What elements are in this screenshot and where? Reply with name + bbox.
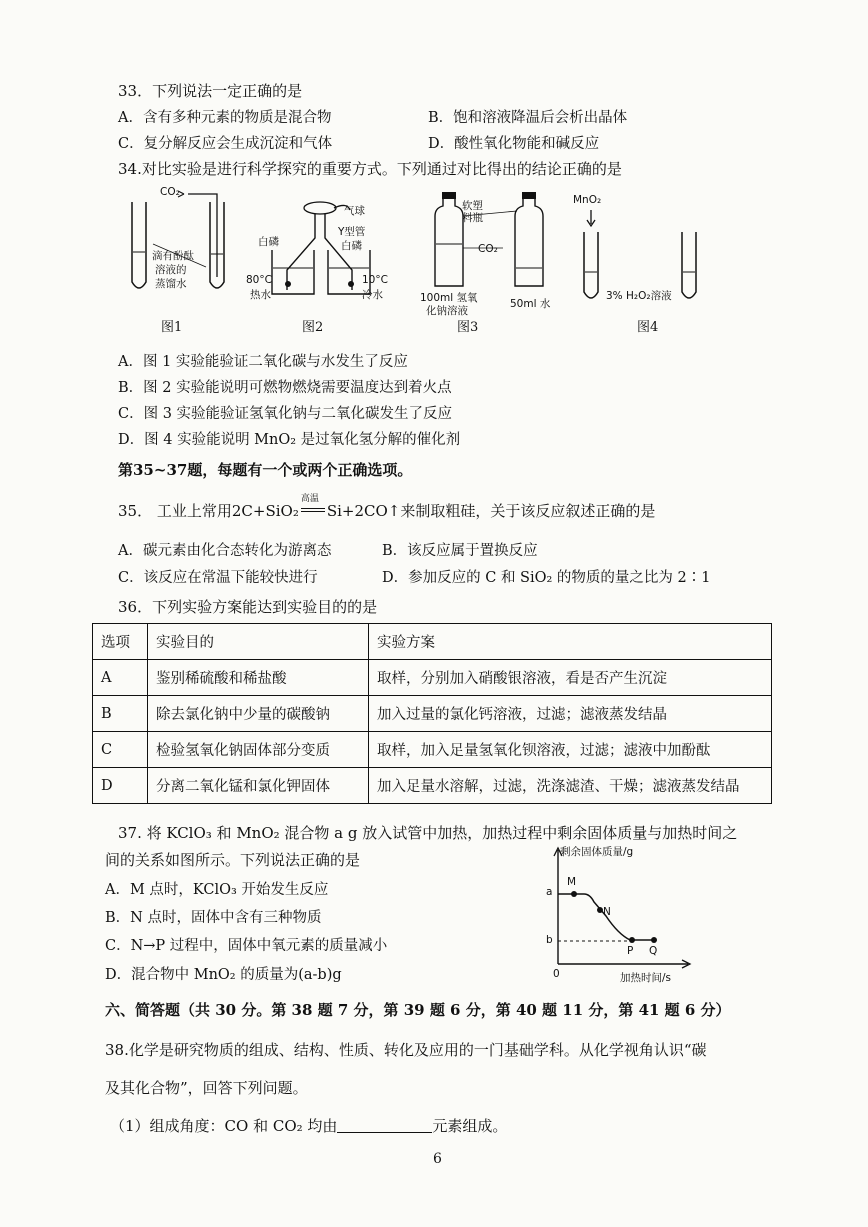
table-header-row: [93, 624, 772, 660]
q38-stem-line1: 38.化学是研究物质的组成、结构、性质、转化及应用的一门基础学科。从化学视角认识“碳: [105, 1041, 707, 1059]
fig2-cold-water: 冷水: [362, 289, 383, 301]
fig2-ytube-label: Y型管: [338, 226, 366, 238]
fig2-cold-temp: 10°C: [362, 274, 388, 286]
table-row: [93, 768, 772, 804]
q38-part1-post: 元素组成。: [432, 1117, 508, 1135]
table-cell: 鉴别稀硫酸和稀盐酸: [148, 660, 369, 696]
q34-option-c: C．图 3 实验能验证氢氧化钠与二氧化碳发生了反应: [118, 406, 453, 422]
q35-option-d: D．参加反应的 C 和 SiO₂ 的物质的量之比为 2∶1: [382, 570, 711, 586]
table-row: [93, 660, 772, 696]
fig2-hot-water: 热水: [250, 289, 271, 301]
q33-option-b: B．饱和溶液降温后会析出晶体: [428, 110, 628, 126]
table-row: [93, 732, 772, 768]
fig2-whitephos-right: 白磷: [341, 240, 362, 252]
table-cell: 除去氯化钠中少量的碳酸钠: [148, 696, 369, 732]
fig2-label: 图2: [302, 320, 324, 335]
fig3-bottle-line1: 软塑: [462, 200, 483, 212]
fig1-solution-line1: 滴有酚酞: [152, 250, 194, 262]
q35-stem-post: 来制取粗硅，关于该反应叙述正确的是: [400, 502, 656, 520]
q33-option-d: D．酸性氧化物能和碱反应: [428, 136, 600, 152]
graph-ylabel: 剩余固体质量/g: [560, 846, 634, 858]
q36-stem: 36．下列实验方案能达到实验目的的是: [118, 598, 378, 616]
figure-2: [252, 190, 412, 310]
graph-point-m-label: M: [567, 876, 577, 888]
fig3-water-label: 50ml 水: [510, 298, 551, 310]
table-header-cell: 实验方案: [369, 624, 772, 660]
fig4-h2o2-label: 3% H₂O₂溶液: [606, 290, 672, 302]
fig4-label: 图4: [637, 320, 659, 335]
fig1-solution-line3: 蒸馏水: [155, 278, 187, 290]
graph-point-p-label: P: [627, 945, 634, 957]
q34-option-a: A．图 1 实验能验证二氧化碳与水发生了反应: [118, 354, 408, 370]
q35-stem-pre: 35． 工业上常用: [118, 502, 232, 520]
fig4-mno2-label: MnO₂: [573, 194, 602, 206]
q38-part1-pre: （1）组成角度：CO 和 CO₂ 均由: [110, 1117, 338, 1135]
q35-equation-right: Si+2CO↑: [326, 502, 401, 520]
table-cell: 分离二氧化锰和氯化钾固体: [148, 768, 369, 804]
fig1-label: 图1: [161, 320, 183, 335]
graph-point-n-label: N: [603, 906, 611, 918]
table-cell: A: [93, 660, 148, 696]
table-cell: B: [93, 696, 148, 732]
section-6-heading: 六、简答题（共 30 分。第 38 题 7 分，第 39 题 6 分，第 40 题 11 分，第 41 题 6 分）: [105, 1001, 731, 1019]
graph-xlabel: 加热时间/s: [620, 972, 672, 984]
fig1-solution-line2: 溶液的: [155, 264, 187, 276]
section-note: 第35~37题，每题有一个或两个正确选项。: [118, 461, 413, 479]
fig3-naoh-line2: 化钠溶液: [426, 305, 468, 317]
fig2-hot-temp: 80°C: [246, 274, 272, 286]
table-cell: D: [93, 768, 148, 804]
table-cell: 检验氢氧化钠固体部分变质: [148, 732, 369, 768]
table-cell: 取样，加入足量氢氧化钡溶液，过滤；滤液中加酚酞: [369, 732, 772, 768]
fig3-label: 图3: [457, 320, 479, 335]
q37-stem-line2: 间的关系如图所示。下列说法正确的是: [105, 851, 361, 869]
answer-blank[interactable]: [337, 1118, 432, 1133]
q38-part1: [110, 1115, 507, 1136]
q37-stem-line1: 37. 将 KClO₃ 和 MnO₂ 混合物 a g 放入试管中加热，加热过程中剩余固体质量与加热时间之: [118, 824, 738, 842]
q37-option-a: A．M 点时，KClO₃ 开始发生反应: [105, 882, 329, 898]
graph-a-label: a: [546, 886, 553, 898]
q35-option-a: A．碳元素由化合态转化为游离态: [118, 543, 332, 559]
fig3-bottle-line2: 料瓶: [462, 212, 483, 224]
q37-option-d: D．混合物中 MnO₂ 的质量为(a-b)g: [105, 967, 342, 983]
table-header-cell: 实验目的: [148, 624, 369, 660]
q34-option-b: B．图 2 实验能说明可燃物燃烧需要温度达到着火点: [118, 380, 452, 396]
q38-stem-line2: 及其化合物”，回答下列问题。: [105, 1079, 308, 1097]
q33-option-a: A．含有多种元素的物质是混合物: [118, 110, 332, 126]
table-cell: 取样，分别加入硝酸银溶液，看是否产生沉淀: [369, 660, 772, 696]
fig3-naoh-line1: 100ml 氢氧: [420, 292, 478, 304]
point-m: [571, 891, 577, 897]
q35-option-c: C．该反应在常温下能较快进行: [118, 570, 318, 586]
q37-option-c: C．N→P 过程中，固体中氧元素的质量减小: [105, 938, 388, 954]
graph-b-label: b: [546, 934, 553, 946]
graph-origin-label: 0: [553, 968, 560, 980]
table-cell: C: [93, 732, 148, 768]
q37-option-b: B．N 点时，固体中含有三种物质: [105, 910, 322, 926]
fig2-balloon-label: 气球: [344, 205, 365, 217]
fig2-whitephos-left: 白磷: [258, 236, 279, 248]
table-header-cell: 选项: [93, 624, 148, 660]
q34-option-d: D．图 4 实验能说明 MnO₂ 是过氧化氢分解的催化剂: [118, 432, 461, 448]
table-cell: 加入足量水溶解，过滤，洗涤滤渣、干燥；滤液蒸发结晶: [369, 768, 772, 804]
mass-time-graph: [538, 842, 698, 992]
table-row: [93, 696, 772, 732]
point-q: [651, 937, 657, 943]
page-number: 6: [433, 1151, 442, 1167]
fig3-co2-label: CO₂: [478, 243, 498, 255]
q35-equation-left: 2C+SiO₂: [231, 502, 299, 520]
q35-condition: 高温: [300, 494, 319, 504]
q33-option-c: C．复分解反应会生成沉淀和气体: [118, 136, 333, 152]
point-p: [629, 937, 635, 943]
table-cell: 加入过量的氯化钙溶液，过滤；滤液蒸发结晶: [369, 696, 772, 732]
q34-stem: 34.对比实验是进行科学探究的重要方式。下列通过对比得出的结论正确的是: [118, 160, 622, 178]
fig1-co2-label: CO₂: [160, 186, 180, 198]
q33-stem: 33．下列说法一定正确的是: [118, 82, 303, 100]
graph-point-q-label: Q: [649, 945, 658, 957]
q35-option-b: B．该反应属于置换反应: [382, 543, 538, 559]
q35-stem: [118, 494, 656, 521]
experiment-table: [92, 623, 772, 804]
